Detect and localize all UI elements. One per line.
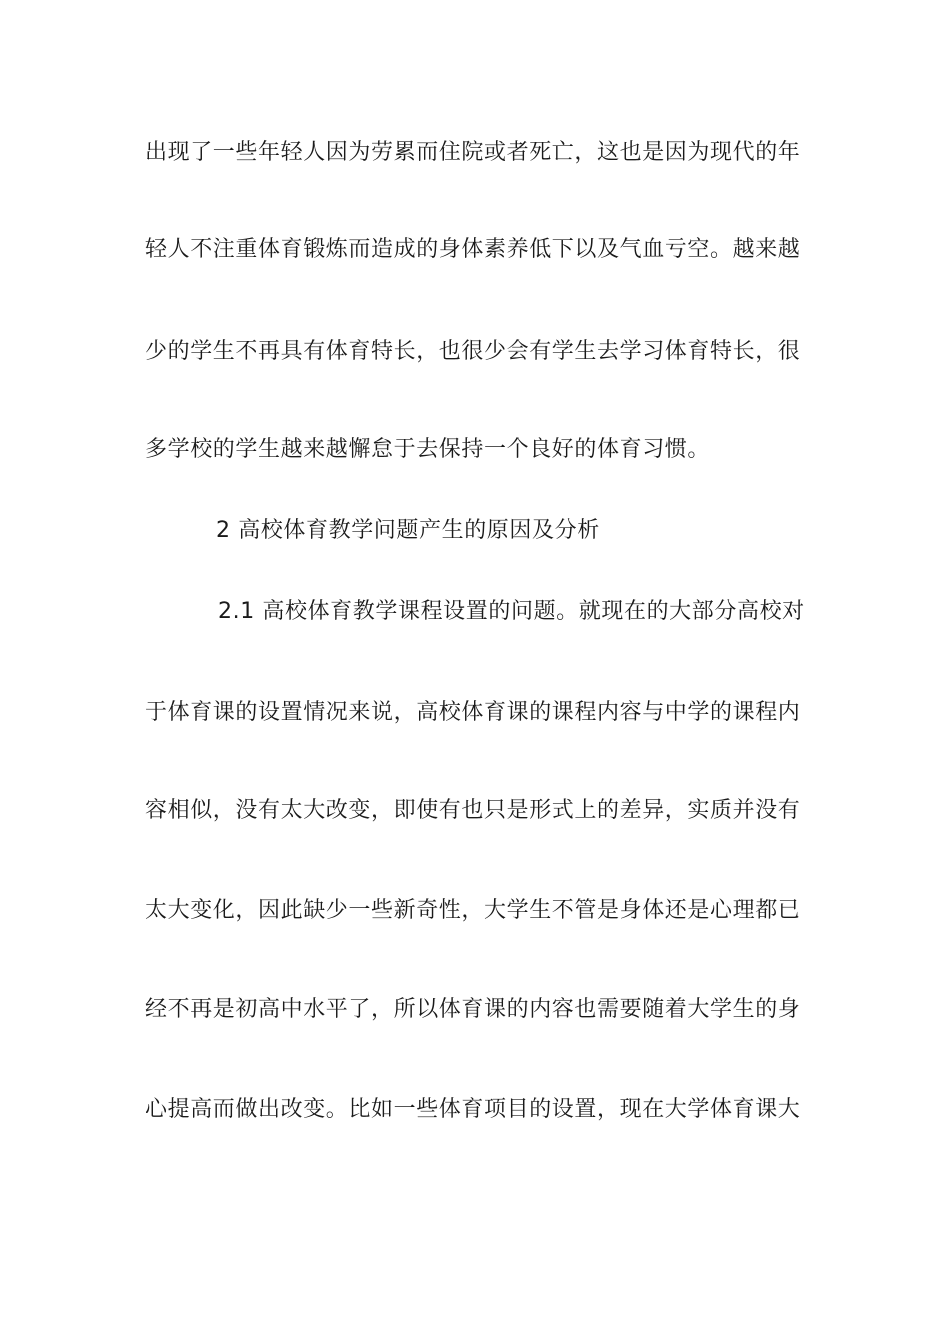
body-text-line: 轻人不注重体育锻炼而造成的身体素养低下以及气血亏空。越来越 (145, 237, 801, 262)
body-text-line: 于体育课的设置情况来说，高校体育课的课程内容与中学的课程内 (145, 700, 801, 725)
body-text-line: 容相似，没有太大改变，即使有也只是形式上的差异，实质并没有 (145, 798, 801, 823)
body-text-line: 心提高而做出改变。比如一些体育项目的设置，现在大学体育课大 (145, 1097, 801, 1122)
body-text-line: 出现了一些年轻人因为劳累而住院或者死亡，这也是因为现代的年 (145, 140, 801, 165)
body-text-line: 经不再是初高中水平了，所以体育课的内容也需要随着大学生的身 (145, 997, 801, 1022)
body-text-line: 多学校的学生越来越懈怠于去保持一个良好的体育习惯。 (145, 437, 711, 462)
body-text-line: 少的学生不再具有体育特长，也很少会有学生去学习体育特长，很 (145, 339, 801, 364)
body-text-line: 太大变化，因此缺少一些新奇性，大学生不管是身体还是心理都已 (145, 898, 801, 923)
body-text-line: 2.1 高校体育教学课程设置的问题。就现在的大部分高校对 (218, 599, 805, 624)
section-heading: 2 高校体育教学问题产生的原因及分析 (216, 518, 600, 543)
